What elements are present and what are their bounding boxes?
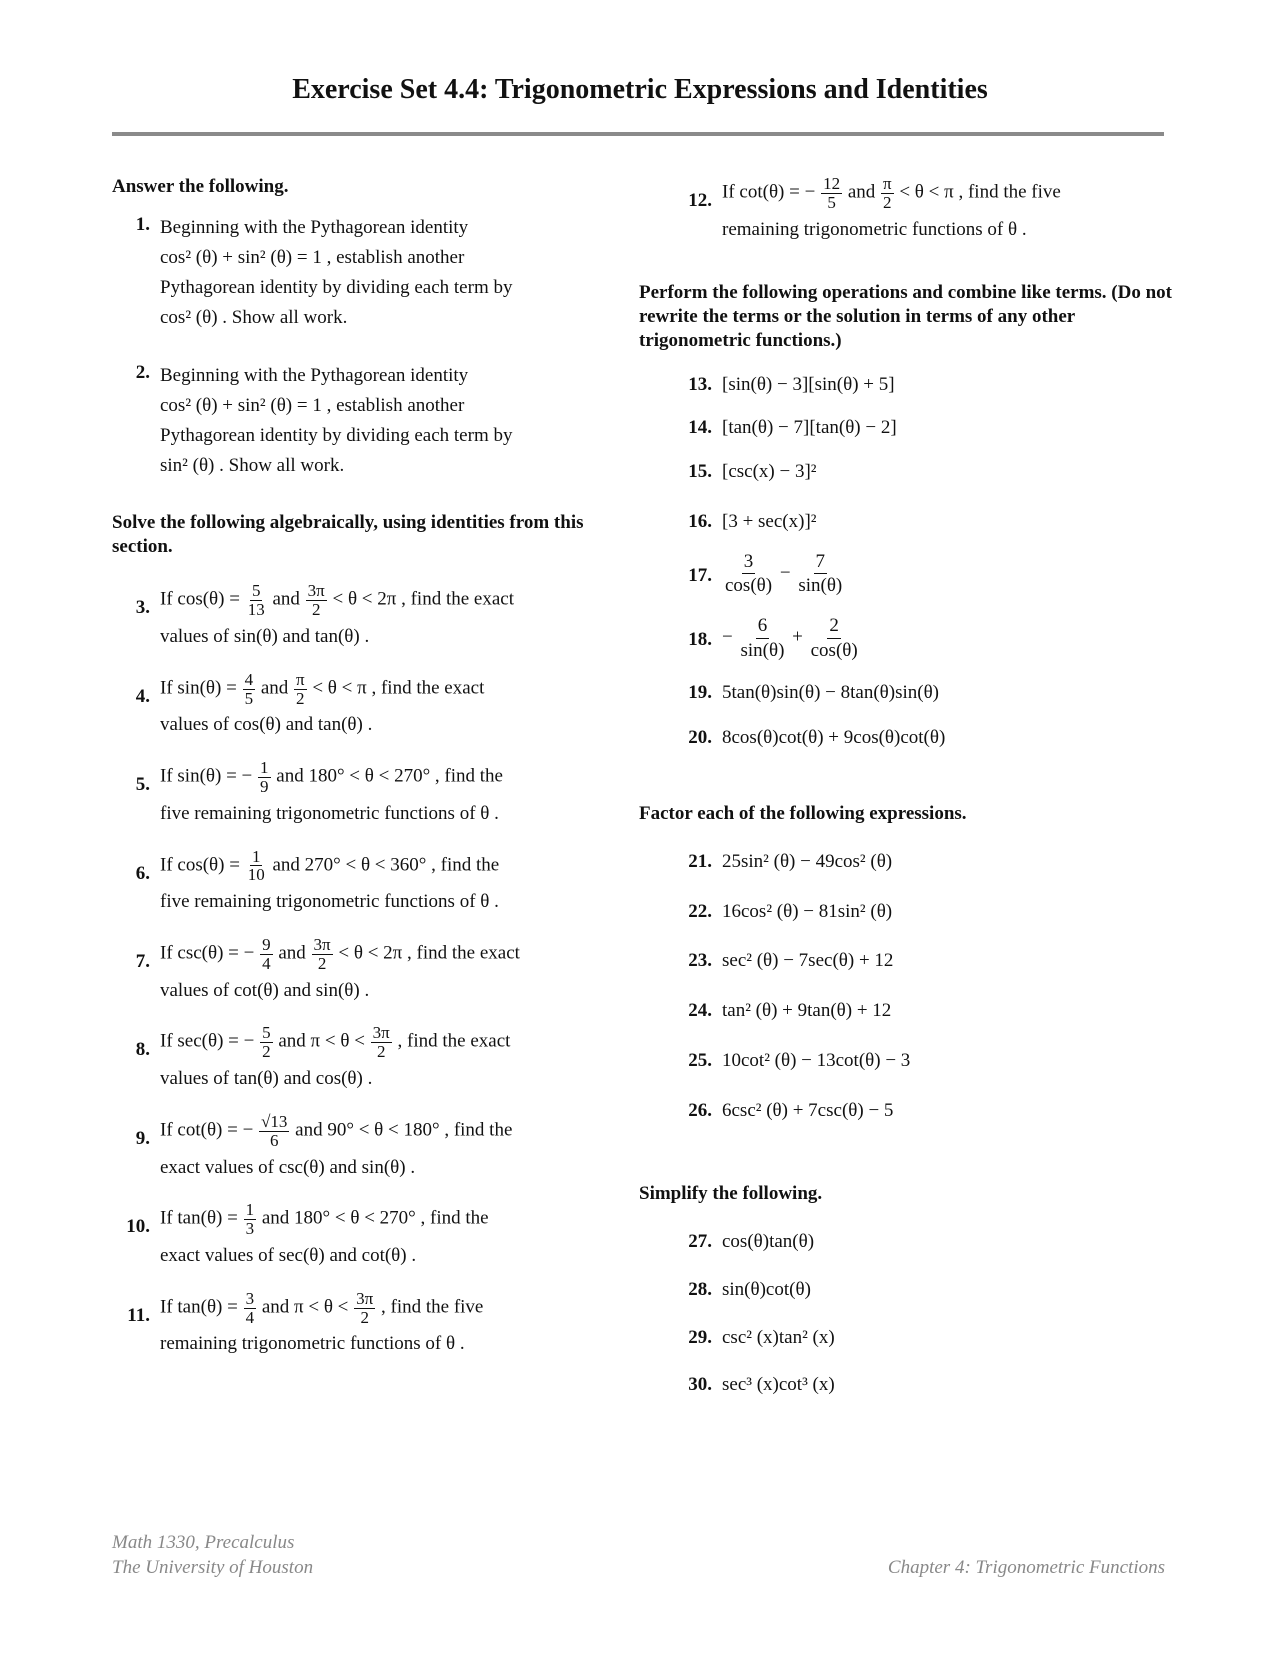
expression: [sin(θ) − 3][sin(θ) + 5] bbox=[722, 373, 895, 395]
expression: 25sin² (θ) − 49cos² (θ) bbox=[722, 850, 893, 872]
problem-number: 7. bbox=[135, 951, 150, 972]
fraction: $\frac{4}{5}$ bbox=[244, 669, 254, 708]
problem-number: 9. bbox=[135, 1127, 150, 1149]
problem-text: , find the five bbox=[381, 1296, 484, 1318]
section-heading-answer: Answer the following. bbox=[112, 176, 289, 197]
problem-text: If cot(θ) = − bbox=[722, 181, 816, 203]
problem-text-line: values of cot(θ) and sin(θ) . bbox=[160, 979, 370, 1001]
expression: 5tan(θ)sin(θ) − 8tan(θ)sin(θ) bbox=[722, 681, 940, 703]
fraction: $\frac{1}{10}$ bbox=[247, 846, 265, 885]
fraction: $\frac{3\pi}{2}$ bbox=[372, 1023, 390, 1062]
problem-text-line: five remaining trigonometric functions of θ . bbox=[160, 802, 499, 824]
expression: [csc(x) − 3]² bbox=[722, 461, 817, 483]
expression: [3 + sec(x)]² bbox=[722, 510, 817, 532]
problem-text: , find the exact bbox=[397, 1031, 511, 1053]
expression: cos(θ)tan(θ) bbox=[722, 1231, 815, 1253]
fraction: $\frac{\pi}{2}$ bbox=[883, 174, 892, 212]
expression: [tan(θ) − 7][tan(θ) − 2] bbox=[722, 417, 897, 439]
expression: 8cos(θ)cot(θ) + 9cos(θ)cot(θ) bbox=[722, 727, 946, 749]
problem-text: and 180° < θ < 270° , find the bbox=[276, 765, 503, 787]
problem-text: < θ < π , find the five bbox=[899, 181, 1061, 203]
footer-chapter: Chapter 4: Trigonometric Functions bbox=[887, 1557, 1165, 1578]
problem-number: 12. bbox=[688, 190, 712, 211]
problem-number: 11. bbox=[127, 1304, 150, 1326]
fraction: $\frac{5}{13}$ bbox=[247, 581, 265, 620]
problem-text: and π < θ < bbox=[278, 1031, 365, 1053]
problem-27: 27. cos(θ)tan(θ) bbox=[674, 1230, 1174, 1254]
problem-text: < θ < 2π , find the exact bbox=[338, 942, 520, 964]
operations-list bbox=[674, 373, 1174, 534]
problem-number: 3. bbox=[135, 597, 150, 619]
problem-number: 4. bbox=[135, 685, 150, 707]
problem-7 bbox=[112, 936, 612, 1002]
problem-number: 10. bbox=[126, 1216, 150, 1238]
fraction: $\frac{1}{3}$ bbox=[245, 1200, 255, 1239]
problem-text: If tan(θ) = bbox=[160, 1296, 238, 1318]
fraction: $\frac{1}{9}$ bbox=[260, 758, 269, 796]
problem-text: and 90° < θ < 180° , find the bbox=[295, 1119, 513, 1141]
problem-12 bbox=[674, 175, 1174, 241]
problem-number: 5. bbox=[135, 774, 150, 796]
problem-text-line: exact values of csc(θ) and sin(θ) . bbox=[160, 1156, 416, 1178]
problem-text-line: values of tan(θ) and cos(θ) . bbox=[160, 1068, 373, 1090]
problem-text: < θ < π , find the exact bbox=[312, 677, 485, 699]
problem-text: If csc(θ) = − bbox=[160, 942, 255, 964]
problem-11 bbox=[112, 1290, 612, 1356]
expression: sec² (θ) − 7sec(θ) + 12 bbox=[722, 950, 894, 972]
expression: 6csc² (θ) + 7csc(θ) − 5 bbox=[722, 1099, 894, 1121]
problem-20: 20. 8cos(θ)cot(θ) + 9cos(θ)cot(θ) bbox=[674, 726, 1174, 750]
left-column bbox=[112, 175, 612, 1356]
problem-14: 14. [tan(θ) − 7][tan(θ) − 2] bbox=[674, 416, 1174, 440]
problem-1 bbox=[112, 213, 612, 333]
problem-22: 22. 16cos² (θ) − 81sin² (θ) bbox=[674, 900, 1174, 924]
problem-text-line: remaining trigonometric functions of θ . bbox=[160, 1333, 465, 1355]
problem-text-line: values of cos(θ) and tan(θ) . bbox=[160, 714, 373, 736]
problem-25: 25. 10cot² (θ) − 13cot(θ) − 3 bbox=[674, 1049, 1174, 1073]
problem-text: and 180° < θ < 270° , find the bbox=[261, 1208, 489, 1230]
fraction: $\frac{5}{2}$ bbox=[262, 1023, 271, 1062]
expression: sin(θ)cot(θ) bbox=[722, 1278, 811, 1300]
fraction: $\frac{√13}{6}$ bbox=[261, 1111, 288, 1150]
expression: csc² (x)tan² (x) bbox=[722, 1326, 835, 1348]
right-column bbox=[639, 174, 1174, 1397]
problem-text-line: Beginning with the Pythagorean identity bbox=[160, 364, 469, 386]
problem-16: 16. [3 + sec(x)]² bbox=[674, 510, 1174, 534]
problem-text-line: sin² (θ) . Show all work. bbox=[160, 454, 345, 476]
fraction: $\frac{6}{\sin(\theta)}$ bbox=[740, 615, 785, 661]
problem-9 bbox=[112, 1113, 612, 1179]
problem-text-line: remaining trigonometric functions of θ . bbox=[722, 218, 1027, 240]
problem-19: 19. 5tan(θ)sin(θ) − 8tan(θ)sin(θ) bbox=[674, 681, 1174, 705]
problem-26: 26. 6csc² (θ) + 7csc(θ) − 5 bbox=[674, 1099, 1174, 1123]
expression: 10cot² (θ) − 13cot(θ) − 3 bbox=[722, 1049, 911, 1071]
problem-text-line: exact values of sec(θ) and cot(θ) . bbox=[160, 1245, 417, 1266]
problem-text-line: Pythagorean identity by dividing each term by bbox=[160, 424, 513, 446]
problem-17: 17. $\frac{3}{\cos(\theta)}$ − $\frac{7}{\sin(\theta)}$ bbox=[688, 550, 843, 597]
problem-text-line: cos² (θ) . Show all work. bbox=[160, 306, 348, 328]
problem-15: 15. [csc(x) − 3]² bbox=[674, 460, 1174, 484]
footer-university: The University of Houston bbox=[112, 1556, 314, 1578]
problem-text: < θ < 2π , find the exact bbox=[332, 588, 515, 610]
problem-30: 30. sec³ (x)cot³ (x) bbox=[674, 1373, 1174, 1397]
problem-2 bbox=[112, 361, 612, 481]
problem-number: 8. bbox=[135, 1039, 150, 1061]
problem-28: 28. sin(θ)cot(θ) bbox=[674, 1278, 1174, 1302]
problem-8 bbox=[112, 1024, 612, 1090]
problem-6 bbox=[112, 848, 612, 914]
problem-3 bbox=[112, 582, 612, 648]
problem-text-line: Pythagorean identity by dividing each term by bbox=[160, 276, 513, 298]
problem-number: 2. bbox=[135, 361, 150, 383]
fraction: $\frac{3\pi}{2}$ bbox=[313, 935, 331, 973]
problem-text-line: cos² (θ) + sin² (θ) = 1 , establish another bbox=[160, 394, 465, 416]
problem-text: If sec(θ) = − bbox=[160, 1031, 255, 1053]
problem-23: 23. sec² (θ) − 7sec(θ) + 12 bbox=[674, 949, 1174, 973]
problem-text: and bbox=[272, 588, 300, 610]
expression: 16cos² (θ) − 81sin² (θ) bbox=[722, 900, 893, 922]
problem-text-line: cos² (θ) + sin² (θ) = 1 , establish another bbox=[160, 246, 465, 268]
problem-number: 6. bbox=[135, 862, 150, 884]
footer-course: Math 1330, Precalculus bbox=[112, 1532, 295, 1553]
problem-text: and π < θ < bbox=[261, 1296, 349, 1318]
fraction: $\frac{3\pi}{2}$ bbox=[307, 581, 325, 620]
problem-text: If cos(θ) = bbox=[160, 588, 240, 610]
problem-text: If sin(θ) = bbox=[160, 677, 237, 699]
problem-text: If tan(θ) = bbox=[160, 1208, 238, 1230]
problem-text-line: values of sin(θ) and tan(θ) . bbox=[160, 625, 370, 647]
problem-5 bbox=[112, 759, 612, 825]
section-heading-factor: Factor each of the following expressions. bbox=[639, 803, 967, 825]
fraction: $\frac{9}{4}$ bbox=[262, 935, 271, 973]
problem-10 bbox=[112, 1201, 612, 1267]
fraction: $\frac{3}{4}$ bbox=[245, 1288, 255, 1327]
problem-text-line: five remaining trigonometric functions of θ . bbox=[160, 891, 499, 913]
problem-number: 1. bbox=[135, 213, 150, 235]
fraction: $\frac{12}{5}$ bbox=[823, 174, 841, 212]
expression: tan² (θ) + 9tan(θ) + 12 bbox=[722, 1000, 892, 1022]
problem-text: and bbox=[278, 942, 306, 964]
section-heading-solve: Solve the following algebraically, using identities from this section. bbox=[112, 511, 584, 557]
problem-text: and 270° < θ < 360° , find the bbox=[272, 854, 500, 876]
fraction: $\frac{3\pi}{2}$ bbox=[356, 1288, 374, 1327]
footer-left bbox=[112, 1531, 313, 1580]
fraction: $\frac{\pi}{2}$ bbox=[296, 669, 305, 708]
problem-13: 13. [sin(θ) − 3][sin(θ) + 5] bbox=[674, 373, 1174, 397]
problem-text: If sin(θ) = − bbox=[160, 765, 253, 787]
problem-4 bbox=[112, 671, 612, 737]
problem-18: 18. − $\frac{6}{\sin(\theta)}$ + $\frac{2}{\cos(\theta)}$ bbox=[688, 615, 858, 661]
problem-21: 21. 25sin² (θ) − 49cos² (θ) bbox=[674, 850, 1174, 874]
problem-29: 29. csc² (x)tan² (x) bbox=[674, 1326, 1174, 1350]
problem-24: 24. tan² (θ) + 9tan(θ) + 12 bbox=[674, 999, 1174, 1023]
page-title: Exercise Set 4.4: Trigonometric Expressions and Identities bbox=[292, 74, 988, 105]
fraction: $\frac{2}{\cos(\theta)}$ bbox=[810, 615, 858, 661]
section-heading-operations: Perform the following operations and combine like terms. (Do not rewrite the terms or the solution in terms of any other trigonometric functions.) bbox=[639, 282, 1172, 351]
problem-text: If cot(θ) = − bbox=[160, 1119, 254, 1141]
fraction: $\frac{7}{\sin(\theta)}$ bbox=[798, 550, 843, 597]
problem-text: If cos(θ) = bbox=[160, 854, 240, 876]
expression: sec³ (x)cot³ (x) bbox=[722, 1374, 835, 1396]
problem-text: and bbox=[260, 677, 289, 699]
fraction: $\frac{3}{\cos(\theta)}$ bbox=[725, 550, 773, 597]
problem-text-line: Beginning with the Pythagorean identity bbox=[160, 216, 469, 238]
problem-text: and bbox=[847, 181, 876, 203]
title-divider bbox=[112, 132, 1164, 136]
section-heading-simplify: Simplify the following. bbox=[639, 1183, 823, 1205]
